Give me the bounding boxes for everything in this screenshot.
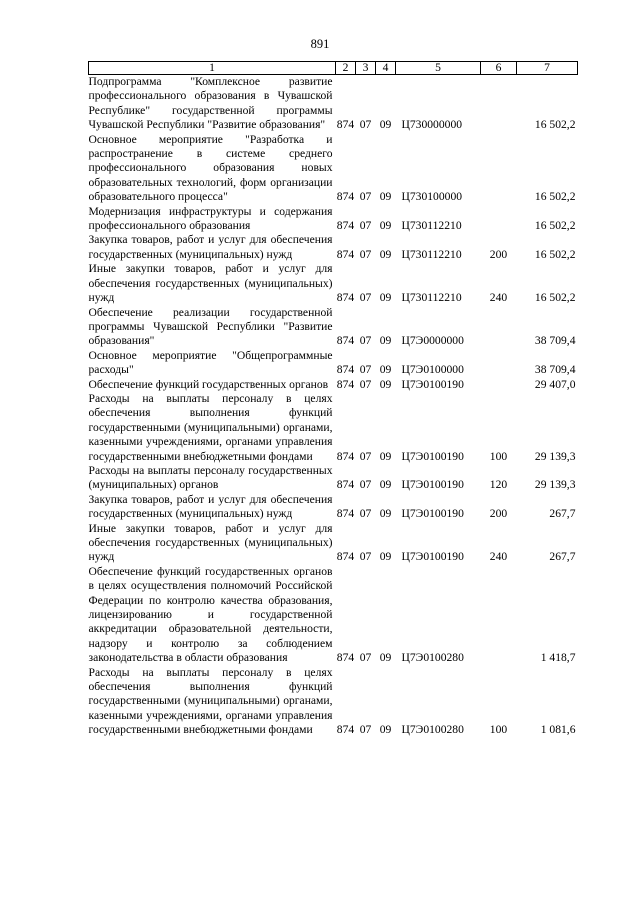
row-expense-type: 200 [489, 507, 508, 521]
row-expense-type [481, 565, 517, 666]
row-description: Обеспечение функций государственных органов [88, 377, 329, 391]
table-row [89, 392, 578, 464]
table-row [89, 262, 578, 305]
row-description: Расходы на выплаты персоналу в целях обеспечения выполнения функций государственными (муниципальными) органами, казенными учреждениями, органами управления государственными внебюджетными фондами [88, 665, 333, 737]
row-subsection-code: 09 [379, 334, 392, 348]
table-row [89, 349, 578, 378]
row-amount: 16 502,2 [534, 190, 576, 204]
row-subsection-code: 09 [379, 190, 392, 204]
row-expense-type [481, 75, 517, 133]
table-row [89, 233, 578, 262]
row-subsection-code: 09 [379, 507, 392, 521]
page-number: 891 [310, 37, 330, 51]
row-description: Закупка товаров, работ и услуг для обеспечения государственных (муниципальных) нужд [88, 233, 333, 261]
row-subsection-code: 09 [379, 219, 392, 233]
row-subsection-code: 09 [379, 247, 392, 261]
row-target-article: Ц730000000 [401, 118, 463, 132]
row-amount: 16 502,2 [534, 219, 576, 233]
row-ministry-code: 874 [336, 651, 355, 665]
row-section-code: 07 [359, 377, 372, 391]
row-subsection-code: 09 [379, 478, 392, 492]
row-description: Иные закупки товаров, работ и услуг для обеспечения государственных (муниципальных) нужд [88, 262, 333, 305]
row-ministry-code: 874 [336, 247, 355, 261]
row-ministry-code: 874 [336, 723, 355, 737]
row-section-code: 07 [359, 651, 372, 665]
row-subsection-code: 09 [379, 377, 392, 391]
table-row [89, 666, 578, 738]
row-ministry-code: 874 [336, 377, 355, 391]
table-row [89, 464, 578, 493]
row-amount: 16 502,2 [534, 247, 576, 261]
column-header-description: 1 [89, 62, 336, 75]
table-body [89, 75, 578, 738]
row-description: Иные закупки товаров, работ и услуг для обеспечения государственных (муниципальных) нужд [88, 521, 333, 564]
row-section-code: 07 [359, 291, 372, 305]
row-amount: 1 081,6 [540, 723, 576, 737]
row-subsection-code: 09 [379, 363, 392, 377]
row-description: Закупка товаров, работ и услуг для обеспечения государственных (муниципальных) нужд [88, 492, 333, 521]
row-ministry-code: 874 [336, 449, 355, 463]
row-description: Основное мероприятие "Общепрограммные расходы" [88, 348, 333, 377]
row-amount: 16 502,2 [534, 291, 576, 305]
row-section-code: 07 [359, 219, 372, 233]
row-section-code: 07 [359, 723, 372, 737]
row-amount: 16 502,2 [534, 118, 576, 132]
column-header-ministry: 2 [336, 62, 356, 75]
row-subsection-code: 09 [379, 291, 392, 305]
row-description: Модернизация инфраструктуры и содержания профессионального образования [88, 204, 333, 233]
row-ministry-code: 874 [336, 291, 355, 305]
row-section-code: 07 [359, 478, 372, 492]
row-expense-type [481, 349, 517, 378]
row-target-article: Ц730100000 [401, 190, 463, 204]
row-target-article: Ц7Э0000000 [401, 334, 464, 348]
row-ministry-code: 874 [336, 507, 355, 521]
row-target-article: Ц730112210 [401, 291, 462, 305]
row-section-code: 07 [359, 507, 372, 521]
row-expense-type: 100 [489, 723, 508, 737]
row-amount: 38 709,4 [534, 334, 576, 348]
row-subsection-code: 09 [379, 550, 392, 564]
row-subsection-code: 09 [379, 723, 392, 737]
row-description: Расходы на выплаты персоналу в целях обеспечения выполнения функций государственными (муниципальными) органами, казенными учреждениями, органами управления государственными внебюджетными фондами [88, 391, 333, 463]
row-ministry-code: 874 [336, 334, 355, 348]
row-amount: 38 709,4 [534, 363, 576, 377]
row-expense-type: 100 [489, 449, 508, 463]
row-expense-type: 240 [489, 550, 508, 564]
table-row [89, 565, 578, 666]
row-section-code: 07 [359, 334, 372, 348]
row-expense-type [481, 306, 517, 349]
row-section-code: 07 [359, 363, 372, 377]
row-target-article: Ц730112210 [401, 219, 462, 233]
row-target-article: Ц7Э0100000 [401, 363, 464, 377]
table-row [89, 522, 578, 565]
table-row [89, 378, 578, 392]
row-target-article: Ц7Э0100280 [401, 651, 464, 665]
row-expense-type: 200 [489, 247, 508, 261]
column-header-section: 3 [356, 62, 376, 75]
row-ministry-code: 874 [336, 190, 355, 204]
row-amount: 29 139,3 [534, 449, 576, 463]
row-ministry-code: 874 [336, 219, 355, 233]
row-section-code: 07 [359, 118, 372, 132]
table-header-row [89, 62, 578, 75]
column-header-expense-type: 6 [481, 62, 517, 75]
row-ministry-code: 874 [336, 478, 355, 492]
row-target-article: Ц7Э0100190 [401, 449, 464, 463]
row-description: Подпрограмма "Комплексное развитие профессионального образования в Чувашской Республике" государственной программы Чувашской Республики "Развитие образования" [88, 75, 333, 132]
row-target-article: Ц7Э0100190 [401, 478, 464, 492]
row-target-article: Ц7Э0100280 [401, 723, 464, 737]
row-subsection-code: 09 [379, 118, 392, 132]
row-subsection-code: 09 [379, 449, 392, 463]
row-amount: 1 418,7 [540, 651, 576, 665]
row-target-article: Ц730112210 [401, 247, 462, 261]
row-target-article: Ц7Э0100190 [401, 377, 464, 391]
row-amount: 29 407,0 [534, 377, 576, 391]
table-row [89, 306, 578, 349]
column-header-subsection: 4 [376, 62, 396, 75]
row-section-code: 07 [359, 190, 372, 204]
row-target-article: Ц7Э0100190 [401, 507, 464, 521]
row-description: Расходы на выплаты персоналу государственных (муниципальных) органов [88, 463, 333, 492]
row-amount: 29 139,3 [534, 478, 576, 492]
row-amount: 267,7 [549, 507, 576, 521]
row-expense-type: 240 [489, 291, 508, 305]
column-header-amount: 7 [517, 62, 578, 75]
row-expense-type: 120 [489, 478, 508, 492]
row-description: Основное мероприятие "Разработка и распространение в системе среднего профессионального образования новых образовательных технологий, форм организации образовательного процесса" [88, 132, 333, 204]
row-ministry-code: 874 [336, 550, 355, 564]
row-section-code: 07 [359, 449, 372, 463]
table-row [89, 75, 578, 133]
row-ministry-code: 874 [336, 363, 355, 377]
row-description: Обеспечение функций государственных органов в целях осуществления полномочий Российской Федерации по контролю качества образования, лицензированию и государственной аккредитации образовательной деятельности, надзору и контролю за соблюдением законодательства в области образования [88, 564, 333, 665]
row-section-code: 07 [359, 550, 372, 564]
column-header-target-article: 5 [396, 62, 481, 75]
table-row [89, 205, 578, 234]
row-expense-type [481, 133, 517, 205]
row-target-article: Ц7Э0100190 [401, 550, 464, 564]
row-expense-type [481, 378, 517, 392]
row-expense-type [481, 205, 517, 234]
row-amount: 267,7 [549, 550, 576, 564]
table-row [89, 133, 578, 205]
table-row [89, 493, 578, 522]
row-section-code: 07 [359, 247, 372, 261]
row-subsection-code: 09 [379, 651, 392, 665]
row-description: Обеспечение реализации государственной программы Чувашской Республики "Развитие образования" [88, 305, 333, 348]
row-ministry-code: 874 [336, 118, 355, 132]
budget-table [88, 61, 578, 738]
